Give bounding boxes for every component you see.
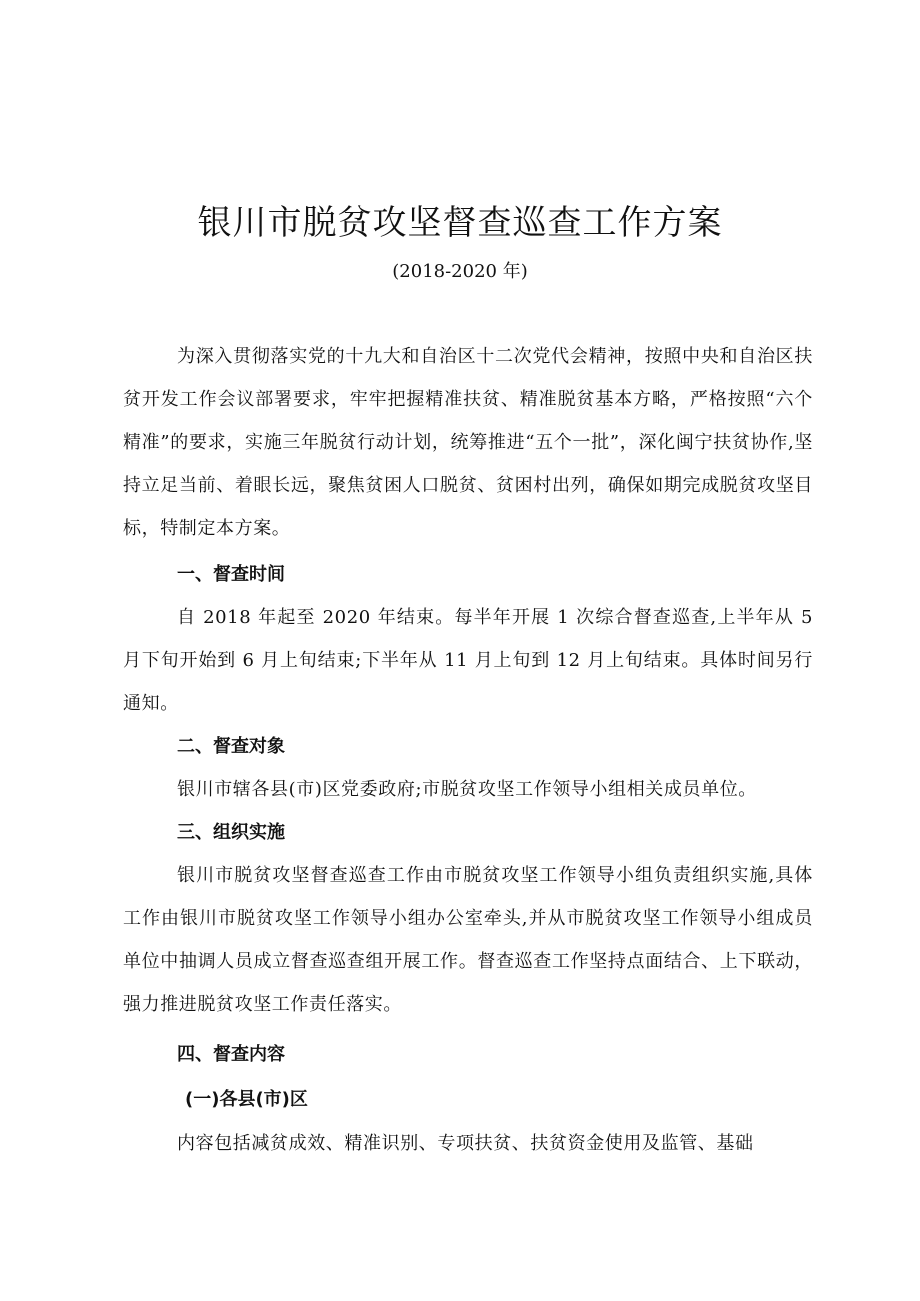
section-text-organization: 银川市脱贫攻坚督查巡查工作由市脱贫攻坚工作领导小组负责组织实施,具体工作由银川市脱贫攻坚工作领导小组办公室牵头,并从市脱贫攻坚工作领导小组成员单位中抽调人员成立督查巡查组开展工作。督查巡查工作坚持点面结合、上下联动，强力推进脱贫攻坚工作责任落实。 xyxy=(123,865,813,1015)
section-heading-organization: 三、组织实施 xyxy=(177,822,285,843)
section-heading-time: 一、督查时间 xyxy=(177,564,285,585)
section-text-content: 内容包括减贫成效、精准识别、专项扶贫、扶贫资金使用及监管、基础 xyxy=(177,1133,754,1154)
section-text-target: 银川市辖各县(市)区党委政府;市脱贫攻坚工作领导小组相关成员单位。 xyxy=(177,779,757,800)
section-heading-content: 四、督查内容 xyxy=(177,1044,285,1065)
section-heading-target: 二、督查对象 xyxy=(177,736,285,757)
subsection-heading-counties: (一)各县(市)区 xyxy=(185,1089,308,1110)
section-text-time: 自 2018 年起至 2020 年结束。每半年开展 1 次综合督查巡查,上半年从 5 月下旬开始到 6 月上旬结束;下半年从 11 月上旬到 12 月上旬结束。具体时间另行通知。 xyxy=(123,607,813,714)
document-title: 银川市脱贫攻坚督查巡查工作方案 xyxy=(197,203,723,243)
document-subtitle: (2018-2020 年) xyxy=(392,261,528,282)
intro-paragraph: 为深入贯彻落实党的十九大和自治区十二次党代会精神，按照中央和自治区扶贫开发工作会议部署要求，牢牢把握精准扶贫、精准脱贫基本方略，严格按照“六个精准”的要求，实施三年脱贫行动计划，统筹推进“五个一批”，深化闽宁扶贫协作,坚持立足当前、着眼长远，聚焦贫困人口脱贫、贫困村出列，确保如期完成脱贫攻坚目标，特制定本方案。 xyxy=(123,346,813,539)
